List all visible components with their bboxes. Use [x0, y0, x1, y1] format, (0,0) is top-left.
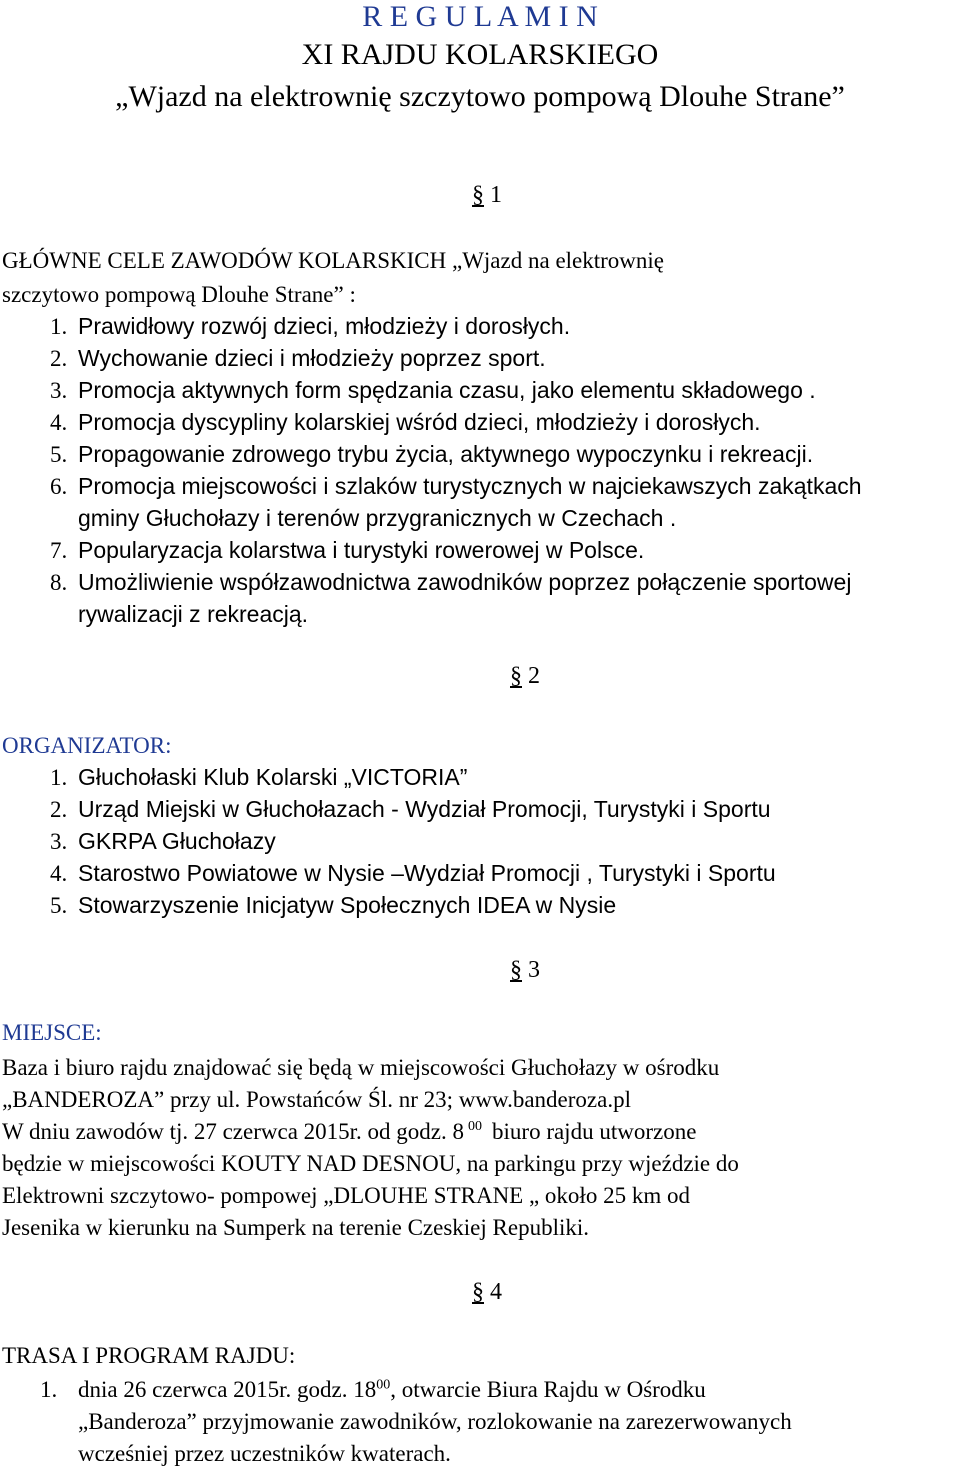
body-line: Jesenika w kierunku na Sumperk na terenie Czeskiej Republiki.	[2, 1215, 589, 1240]
paragraph-sign-icon: §	[472, 182, 484, 208]
list-item: 1. Prawidłowy rozwój dzieci, młodzieży i dorosłych.	[50, 313, 571, 339]
section-2-mark	[510, 664, 540, 688]
list-item: 1. Głuchołaski Klub Kolarski „VICTORIA”	[50, 764, 468, 790]
list-item-continuation: „Banderoza” przyjmowanie zawodników, rozlokowanie na zarezerwowanych	[78, 1409, 792, 1434]
section-3-heading: MIEJSCE:	[2, 1020, 102, 1045]
superscript-minutes: 00	[468, 1119, 483, 1135]
list-item: 3. GKRPA Głuchołazy	[50, 828, 276, 854]
section-1-number: 1	[490, 182, 502, 208]
section-3-number: 3	[528, 957, 540, 983]
section-3-mark	[510, 958, 540, 982]
list-item: 6. Promocja miejscowości i szlaków turystycznych w najciekawszych zakątkach	[50, 473, 862, 499]
list-item-continuation: wcześniej przez uczestników kwaterach.	[78, 1441, 451, 1466]
list-item: 8. Umożliwienie współzawodnictwa zawodników poprzez połączenie sportowej	[50, 569, 852, 595]
section-1-heading-line-2: szczytowo pompową Dlouhe Strane” :	[2, 282, 356, 307]
superscript-minutes: 00	[376, 1377, 391, 1393]
list-item: 4. Starostwo Powiatowe w Nysie –Wydział Promocji , Turystyki i Sportu	[50, 860, 776, 886]
list-item-continuation: rywalizacji z rekreacją.	[78, 601, 309, 627]
list-item: 1. dnia 26 czerwca 2015r. godz. $18^{00}$, otwarcie Biura Rajdu w Ośrodku	[40, 1377, 706, 1402]
section-4-mark	[472, 1280, 502, 1304]
list-item: 5. Stowarzyszenie Inicjatyw Społecznych IDEA w Nysie	[50, 892, 617, 918]
doc-title-name: „Wjazd na elektrownię szczytowo pompową Dlouhe Strane”	[115, 80, 845, 113]
body-line: będzie w miejscowości KOUTY NAD DESNOU, na parkingu przy wjeździe do	[2, 1151, 739, 1176]
list-item: 2. Urząd Miejski w Głuchołazach - Wydział Promocji, Turystyki i Sportu	[50, 796, 771, 822]
list-item: 5. Propagowanie zdrowego trybu życia, aktywnego wypoczynku i rekreacji.	[50, 441, 814, 467]
section-2-number: 2	[528, 663, 540, 689]
section-4-heading: TRASA I PROGRAM RAJDU:	[2, 1343, 296, 1368]
doc-title-regulamin: R E G U L A M I N	[362, 0, 598, 33]
body-line: W dniu zawodów tj. 27 czerwca 2015r. od godz. 8 $^{00}$ biuro rajdu utworzone	[2, 1119, 697, 1144]
body-line: „BANDEROZA” przy ul. Powstańców Śl. nr 23; www.banderoza.pl	[2, 1087, 631, 1112]
list-item-continuation: gminy Głuchołazy i terenów przygranicznych w Czechach .	[78, 505, 677, 531]
section-2-heading: ORGANIZATOR:	[2, 733, 172, 758]
paragraph-sign-icon: §	[510, 663, 522, 689]
paragraph-sign-icon: §	[472, 1279, 484, 1305]
body-line: Baza i biuro rajdu znajdować się będą w miejscowości Głuchołazy w ośrodku	[2, 1055, 720, 1080]
body-line: Elektrowni szczytowo- pompowej „DLOUHE STRANE „ około 25 km od	[2, 1183, 690, 1208]
section-1-heading-line-1: GŁÓWNE CELE ZAWODÓW KOLARSKICH „Wjazd na elektrownię	[2, 248, 665, 273]
list-item: 2. Wychowanie dzieci i młodzieży poprzez sport.	[50, 345, 546, 371]
list-item: 3. Promocja aktywnych form spędzania czasu, jako elementu składowego .	[50, 377, 816, 403]
section-4-number: 4	[490, 1279, 502, 1305]
list-item: 7. Popularyzacja kolarstwa i turystyki rowerowej w Polsce.	[50, 537, 645, 563]
list-item: 4. Promocja dyscypliny kolarskiej wśród dzieci, młodzieży i dorosłych.	[50, 409, 761, 435]
section-1-mark	[472, 183, 502, 207]
doc-title-event: XI RAJDU KOLARSKIEGO	[301, 38, 659, 71]
paragraph-sign-icon: §	[510, 957, 522, 983]
